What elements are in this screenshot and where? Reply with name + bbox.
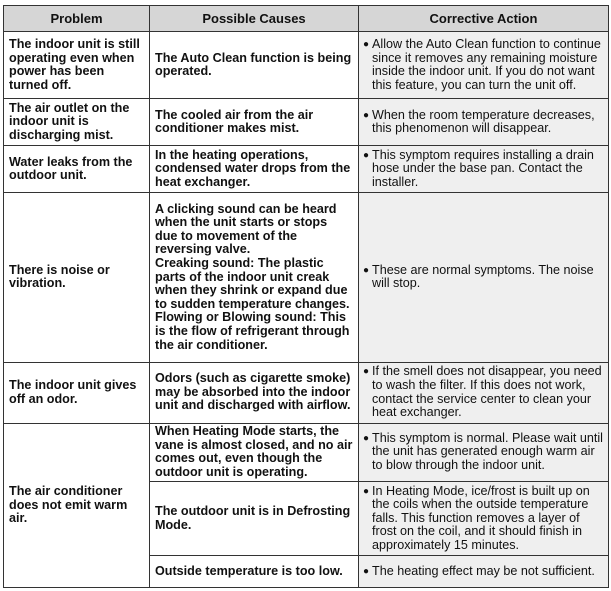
table-row bbox=[4, 423, 609, 481]
problem-cell: Water leaks from the outdoor unit. bbox=[4, 146, 150, 193]
bullet-icon: ● bbox=[363, 264, 370, 276]
action-text: In Heating Mode, ice/frost is built up on the coils when the outside temperature falls. This function removes a layer of frost on the coil, and it should finish in approximately 15 minutes. bbox=[372, 483, 590, 552]
action-cell bbox=[359, 146, 609, 193]
cause-cell: In the heating operations, condensed water drops from the heat exchanger. bbox=[150, 146, 359, 193]
table-row bbox=[4, 193, 609, 362]
cause-cell: Odors (such as cigarette smoke) may be absorbed into the indoor unit and discharged with airflow. bbox=[150, 362, 359, 423]
header-row bbox=[4, 6, 609, 32]
action-cell bbox=[359, 481, 609, 555]
table-row bbox=[4, 146, 609, 193]
table-row bbox=[4, 32, 609, 99]
problem-cell: There is noise or vibration. bbox=[4, 193, 150, 362]
table-row bbox=[4, 99, 609, 146]
header-problem: Problem bbox=[4, 6, 150, 32]
action-cell bbox=[359, 423, 609, 481]
cause-segment: Creaking sound: The plastic parts of the indoor unit creak when they shrink or expand due to sudden temperature changes. bbox=[155, 255, 350, 311]
cause-cell: The outdoor unit is in Defrosting Mode. bbox=[150, 481, 359, 555]
bullet-icon: ● bbox=[363, 149, 370, 161]
action-text: This symptom is normal. Please wait until the unit has generated enough warm air to blow through the indoor unit. bbox=[372, 430, 603, 473]
bullet-icon: ● bbox=[363, 366, 370, 378]
header-possible-causes: Possible Causes bbox=[150, 6, 359, 32]
cause-cell: Outside temperature is too low. bbox=[150, 556, 359, 588]
action-cell bbox=[359, 556, 609, 588]
cause-segment: A clicking sound can be heard when the unit starts or stops due to movement of the reversing valve. bbox=[155, 201, 337, 257]
cause-cell: The Auto Clean function is being operated. bbox=[150, 32, 359, 99]
action-cell bbox=[359, 362, 609, 423]
bullet-icon: ● bbox=[363, 109, 370, 121]
action-text: This symptom requires installing a drain hose under the base pan. Contact the installer. bbox=[372, 147, 594, 189]
action-text: These are normal symptoms. The noise will stop. bbox=[372, 262, 594, 291]
troubleshooting-table bbox=[3, 5, 609, 588]
action-text: If the smell does not disappear, you need to wash the filter. If this does not work, contact the service center to clean your heat exchanger. bbox=[372, 364, 602, 420]
action-cell bbox=[359, 193, 609, 362]
cause-cell: The cooled air from the air conditioner makes mist. bbox=[150, 99, 359, 146]
bullet-icon: ● bbox=[363, 38, 370, 50]
action-text: When the room temperature decreases, this phenomenon will disappear. bbox=[372, 107, 595, 136]
action-cell bbox=[359, 99, 609, 146]
problem-cell: The indoor unit is still operating even when power has been turned off. bbox=[4, 32, 150, 99]
cause-cell: When Heating Mode starts, the vane is almost closed, and no air comes out, even though the outdoor unit is operating. bbox=[150, 423, 359, 481]
action-cell bbox=[359, 32, 609, 99]
action-text: The heating effect may be not sufficient. bbox=[372, 563, 595, 578]
cause-cell bbox=[150, 193, 359, 362]
bullet-icon: ● bbox=[363, 432, 370, 444]
problem-cell: The indoor unit gives off an odor. bbox=[4, 362, 150, 423]
header-corrective-action: Corrective Action bbox=[359, 6, 609, 32]
problem-cell: The air conditioner does not emit warm air. bbox=[4, 423, 150, 587]
bullet-icon: ● bbox=[363, 565, 370, 577]
action-text: Allow the Auto Clean function to continue since it removes any remaining moisture inside the indoor unit. If you do not want this feature, you can turn the unit off. bbox=[372, 36, 601, 92]
table-row bbox=[4, 362, 609, 423]
bullet-icon: ● bbox=[363, 485, 370, 497]
problem-cell: The air outlet on the indoor unit is discharging mist. bbox=[4, 99, 150, 146]
cause-segment: Flowing or Blowing sound: This is the flow of refrigerant through the air conditioner. bbox=[155, 310, 350, 352]
